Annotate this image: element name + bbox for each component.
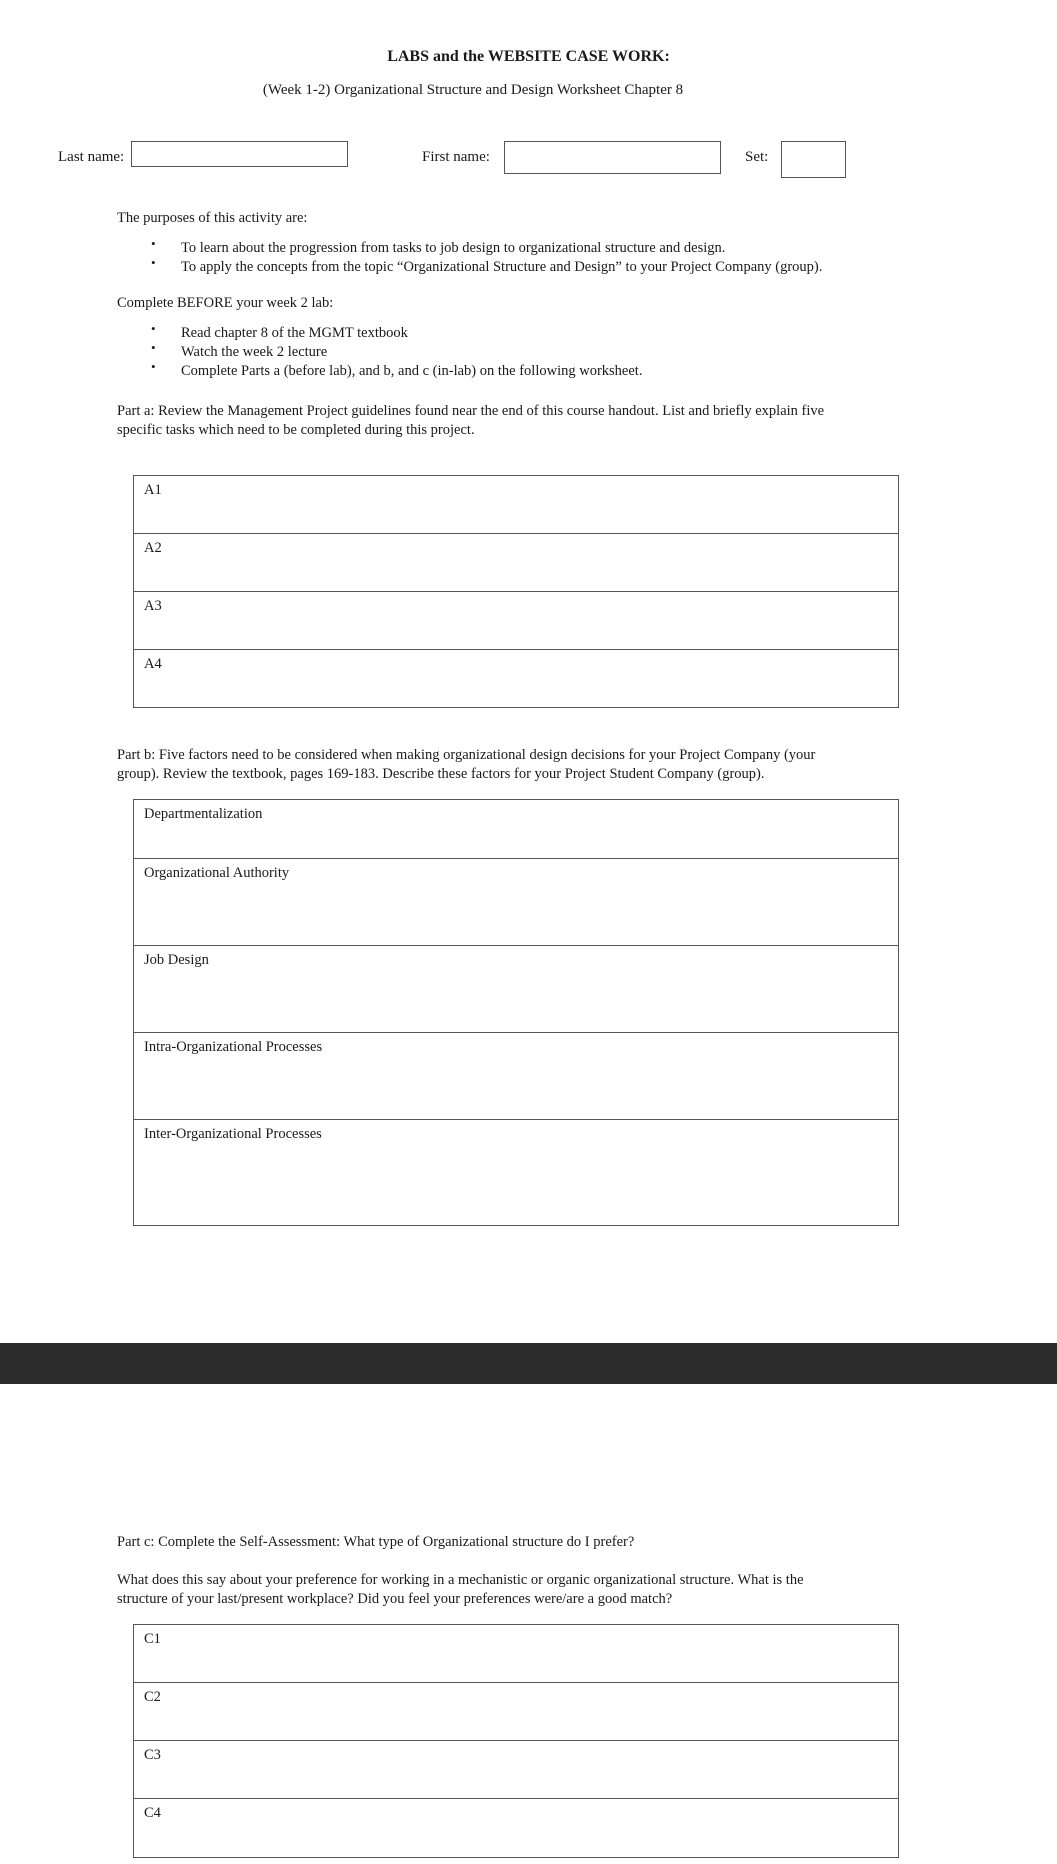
row-label: A4 — [144, 656, 162, 672]
part-a-table — [133, 475, 899, 708]
list-item: • Complete Parts a (before lab), and b, and c (in-lab) on the following worksheet. — [181, 362, 1021, 381]
set-field[interactable] — [781, 141, 846, 178]
row-label: C3 — [144, 1747, 161, 1763]
table-row[interactable] — [134, 592, 898, 650]
row-label: Departmentalization — [144, 806, 263, 822]
part-c-question-line: What does this say about your preference for working in a mechanistic or organic organizational structure. What is the — [117, 1572, 804, 1588]
row-label: C4 — [144, 1805, 161, 1821]
last-name-label: Last name: — [58, 149, 125, 165]
page-subtitle: (Week 1-2) Organizational Structure and Design Worksheet Chapter 8 — [262, 82, 684, 98]
part-b-instructions-line: Part b: Five factors need to be considered when making organizational design decisions for your Project Company (your — [117, 747, 816, 763]
purposes-list — [181, 239, 1021, 277]
part-c-table — [133, 1624, 899, 1858]
set-label: Set: — [745, 149, 769, 165]
first-name-label: First name: — [422, 149, 490, 165]
list-item: • To apply the concepts from the topic “Organizational Structure and Design” to your Project Company (group). — [181, 258, 1021, 277]
row-label: Job Design — [144, 952, 209, 968]
part-a-instructions-line: Part a: Review the Management Project guidelines found near the end of this course handout. List and briefly explain five — [117, 403, 825, 419]
table-row[interactable] — [134, 859, 898, 946]
table-row[interactable] — [134, 1683, 898, 1741]
part-b-instructions — [117, 746, 1017, 784]
page-break-divider — [0, 1343, 1057, 1384]
table-row[interactable] — [134, 1741, 898, 1799]
row-label: A1 — [144, 482, 162, 498]
part-b-table — [133, 799, 899, 1226]
table-row[interactable] — [134, 476, 898, 534]
first-name-field[interactable] — [504, 141, 721, 174]
row-label: Organizational Authority — [144, 865, 290, 881]
table-row[interactable] — [134, 1120, 898, 1225]
list-item: • Watch the week 2 lecture — [181, 343, 1021, 362]
list-item: • Read chapter 8 of the MGMT textbook — [181, 324, 1021, 343]
row-label: C1 — [144, 1631, 161, 1647]
list-item: • To learn about the progression from tasks to job design to organizational structure and design. — [181, 239, 1021, 258]
row-label: C2 — [144, 1689, 161, 1705]
before-lab-list — [181, 324, 1021, 381]
part-c-question-line: structure of your last/present workplace? Did you feel your preferences were/are a good match? — [117, 1591, 673, 1607]
table-row[interactable] — [134, 650, 898, 707]
table-row[interactable] — [134, 1799, 898, 1857]
row-label: A3 — [144, 598, 162, 614]
row-label: A2 — [144, 540, 162, 556]
part-c-question — [117, 1571, 1017, 1609]
part-b-instructions-line: group). Review the textbook, pages 169-183. Describe these factors for your Project Student Company (group). — [117, 766, 765, 782]
before-lab-heading: Complete BEFORE your week 2 lab: — [117, 295, 334, 311]
purposes-heading: The purposes of this activity are: — [117, 210, 308, 226]
table-row[interactable] — [134, 1033, 898, 1120]
table-row[interactable] — [134, 1625, 898, 1683]
page-title: LABS and the WEBSITE CASE WORK: — [387, 48, 670, 65]
row-label: Inter-Organizational Processes — [144, 1126, 322, 1142]
table-row[interactable] — [134, 946, 898, 1033]
table-row[interactable] — [134, 800, 898, 859]
row-label: Intra-Organizational Processes — [144, 1039, 323, 1055]
last-name-field[interactable] — [131, 141, 348, 167]
table-row[interactable] — [134, 534, 898, 592]
part-a-instructions-line: specific tasks which need to be completed during this project. — [117, 422, 475, 438]
part-a-instructions — [117, 402, 1017, 440]
part-c-heading: Part c: Complete the Self-Assessment: What type of Organizational structure do I prefer? — [117, 1534, 635, 1550]
